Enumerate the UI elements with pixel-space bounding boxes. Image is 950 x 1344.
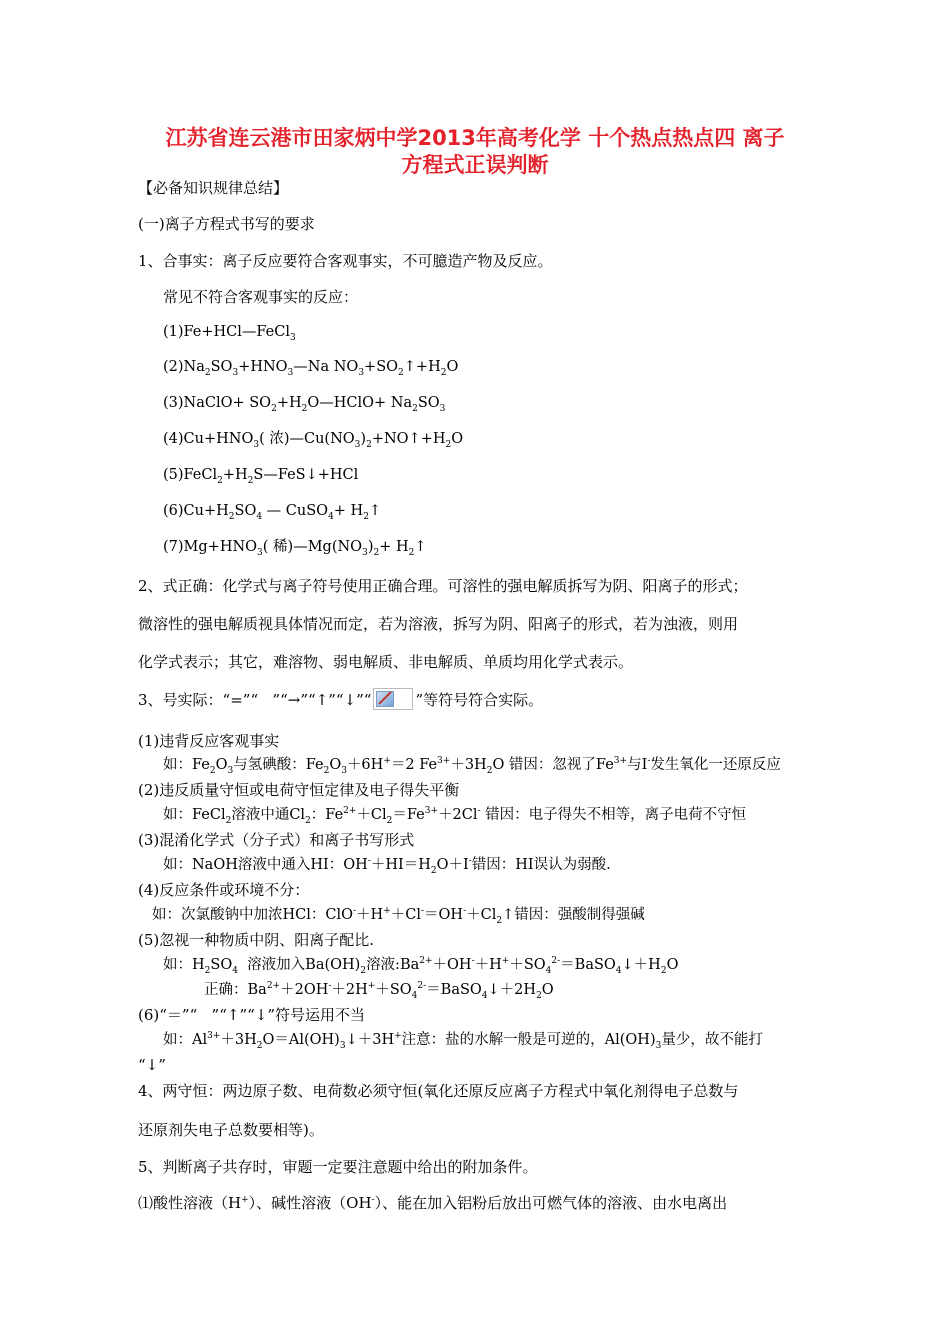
reaction-3: (3)NaClO+ $SO_2+H_2O—HClO+ Na_2SO_3$	[163, 395, 446, 414]
error-5-example: 如：$H_2SO_4$ 溶液加入$Ba(OH)_2$溶液$:Ba^{2+}+OH^-+H^++SO_4^{2-}=BaSO_4↓+H_2O$	[163, 956, 679, 976]
document-title-line-1: 江苏省连云港市田家炳中学2013年高考化学 十个热点热点四 离子	[165, 126, 785, 150]
rule-2-line-1: 2、式正确：化学式与离子符号使用正确合理。可溶性的强电解质拆写为阴、阳离子的形式；	[138, 577, 748, 595]
error-4-example: 如：次氯酸钠中加浓HCl：$ClO^-+H^++Cl^-=OH^-+Cl_2↑$错因：强酸制得强碱	[152, 906, 645, 926]
error-6-example-cont: “↓”	[138, 1056, 166, 1074]
rule-2-line-3: 化学式表示；其它，难溶物、弱电解质、非电解质、单质均用化学式表示。	[138, 653, 634, 671]
rule-1: 1、合事实：离子反应要符合客观事实，不可臆造产物及反应。	[138, 252, 553, 270]
rule-5: 5、判断离子共存时，审题一定要注意题中给出的附加条件。	[138, 1158, 538, 1176]
reaction-7: $(7)Mg+HNO_3$( 稀)$—Mg(NO_3)_2+$ $H_2↑$	[163, 539, 427, 558]
error-3-example: 如：NaOH溶液中通入HI：$OH^-+HI=H_2O+I^-$错因：HI误认为弱酸.	[163, 856, 611, 876]
broken-image-icon	[373, 688, 413, 710]
error-6-heading: (6)“＝”“ ”“↑”“↓”符号运用不当	[138, 1006, 366, 1024]
rule-2-line-2: 微溶性的强电解质视具体情况而定，若为溶液，拆写为阴、阳离子的形式，若为浊液，则用	[138, 615, 739, 633]
error-5-heading: (5)忽视一种物质中阴、阳离子配比.	[138, 931, 375, 949]
error-2-example: 如：FeCl$_2$溶液中通$Cl_2$：$Fe^{2+}+Cl_2=Fe^{3+}+2Cl^-$ 错因：电子得失不相等，离子电荷不守恒	[163, 806, 747, 826]
error-4-heading: (4)反应条件或环境不分：	[138, 881, 310, 899]
error-3-heading: (3)混淆化学式（分子式）和离子书写形式	[138, 831, 415, 849]
error-5-correct: 正确：$Ba^{2+}+2OH^-+2H^++SO_4^{2-}=BaSO_4↓+2H_2O$	[204, 981, 554, 1001]
section-heading: 【必备知识规律总结】	[138, 179, 289, 197]
rule-1-subheading: 常见不符合客观事实的反应：	[163, 288, 359, 306]
rule-4-line-2: 还原剂失电子总数要相等)。	[138, 1121, 324, 1139]
reaction-2: $(2)Na_2SO_3+HNO_3—Na$ $NO_3+SO_2↑+H_2O$	[163, 359, 459, 378]
error-1-heading: (1)违背反应客观事实	[138, 732, 280, 750]
subsection-heading: (一)离子方程式书写的要求	[138, 215, 315, 233]
document-title-line-2: 方程式正误判断	[401, 153, 549, 177]
reaction-5: $(5)FeCl_2+H_2S—FeS↓+HCl$	[163, 467, 359, 486]
error-6-example: 如：$Al^{3+}+3H_2O=Al(OH)_3↓+3H^+$注意：盐的水解一般是可逆的，$Al(OH)_3$量少，故不能打	[163, 1031, 763, 1051]
reaction-1: (1)Fe+HCl—FeCl$_3$	[163, 324, 296, 343]
rule-5-item-1: ⑴酸性溶液（H+）、碱性溶液（OH-）、能在加入铝粉后放出可燃气体的溶液、由水电离出	[138, 1194, 728, 1212]
reaction-6: $(6)Cu+H_2SO_4$ — CuSO$_4$+ $H_2↑$	[163, 503, 382, 522]
error-2-heading: (2)违反质量守恒或电荷守恒定律及电子得失平衡	[138, 781, 460, 799]
rule-4-line-1: 4、两守恒：两边原子数、电荷数必须守恒(氧化还原反应离子方程式中氧化剂得电子总数与	[138, 1082, 739, 1100]
reaction-4: $(4)Cu+HNO_3$( 浓)$—Cu(NO_3)_2+NO↑+H_2O$	[163, 431, 464, 450]
error-1-example: 如：$Fe_2O_3$与氢碘酸：$Fe_2O_3+6H^+=2$ $Fe^{3+}+3H_2O$ 错因：忽视了$Fe^{3+}$与I-发生氧化一还原反应	[163, 756, 781, 776]
rule-3: 3、号实际：“=”“ ”“→”“↑”“↓”“ ”等符号符合实际。	[138, 688, 543, 710]
